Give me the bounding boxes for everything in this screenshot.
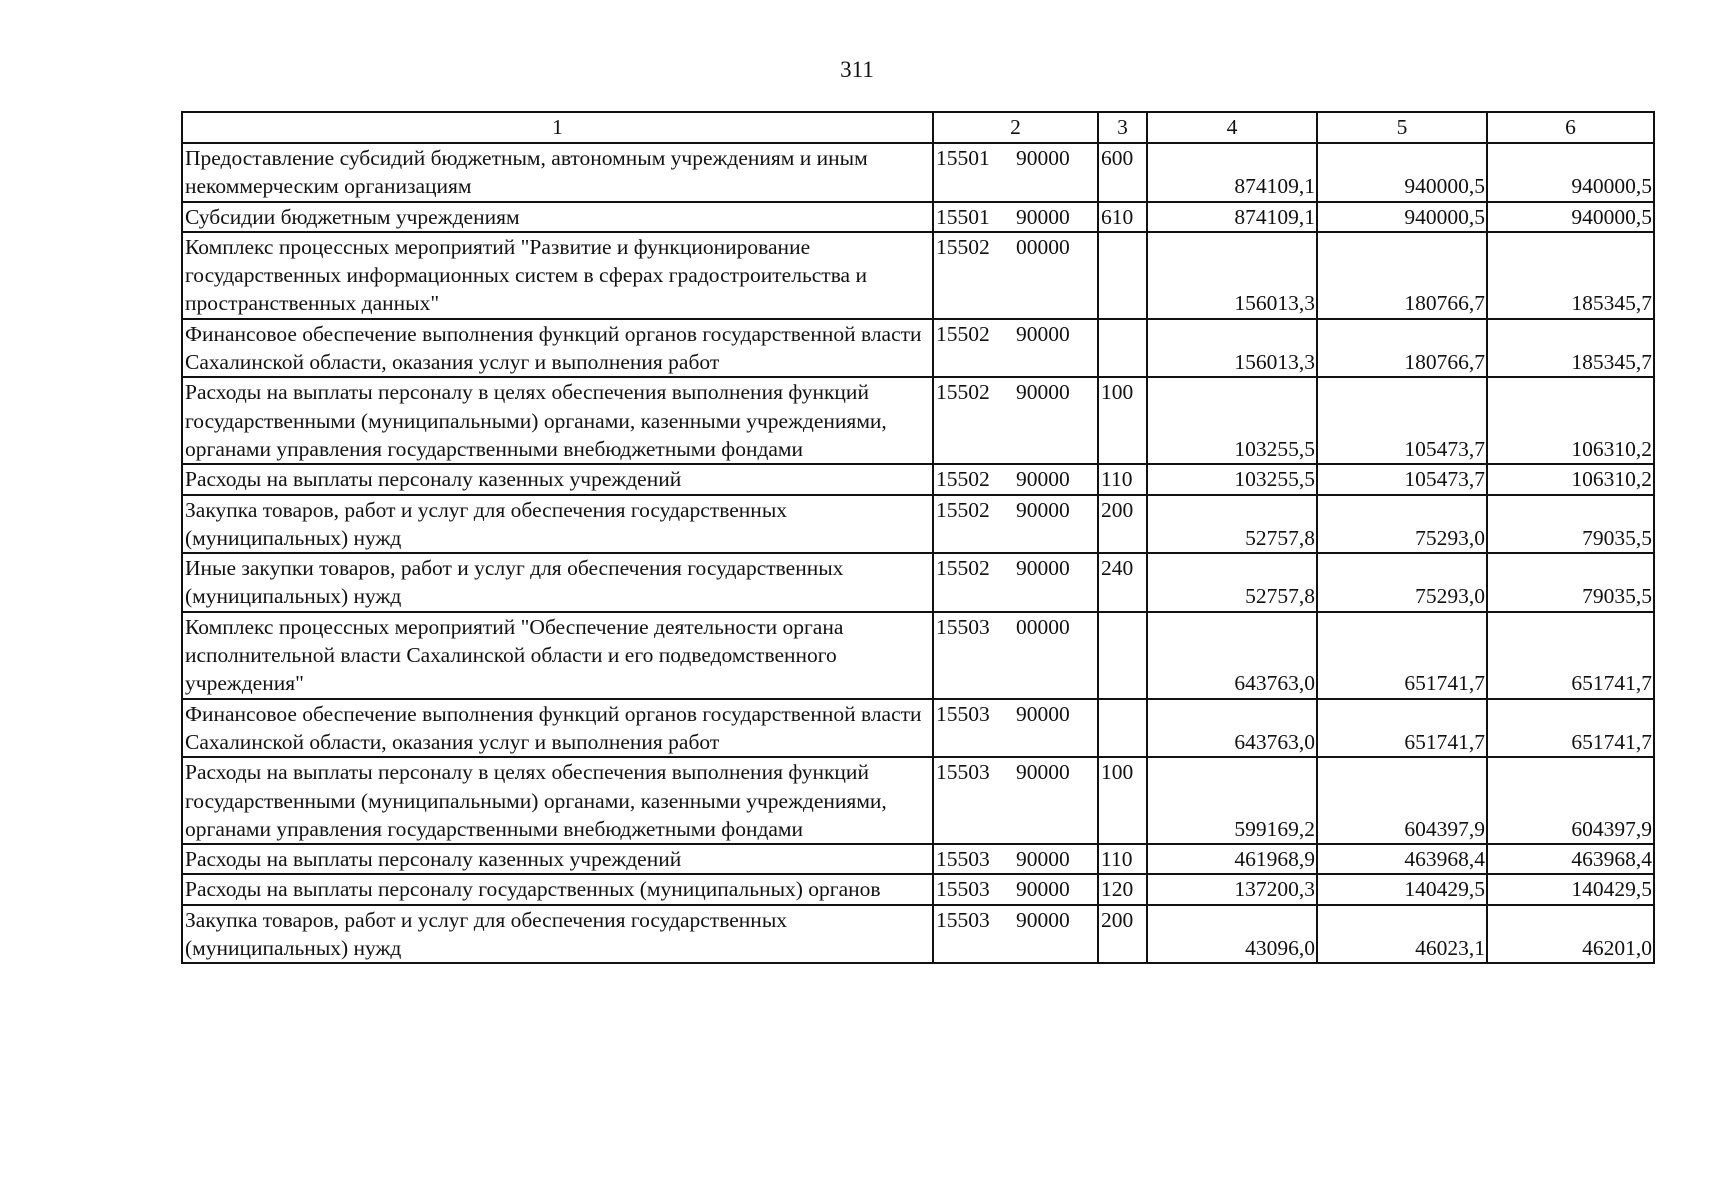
row-value-col4: 156013,3 bbox=[1147, 319, 1317, 378]
row-value-col4: 874109,1 bbox=[1147, 202, 1317, 232]
row-description: Расходы на выплаты персоналу казенных учреждений bbox=[182, 844, 933, 874]
code-program: 15503 bbox=[936, 907, 990, 932]
header-cell: 4 bbox=[1147, 112, 1317, 143]
row-code bbox=[933, 202, 1098, 232]
row-expense-type: 120 bbox=[1098, 874, 1147, 904]
header-cell: 2 bbox=[933, 112, 1098, 143]
code-program: 15502 bbox=[936, 234, 990, 259]
row-expense-type: 100 bbox=[1098, 377, 1147, 464]
row-value-col4: 461968,9 bbox=[1147, 844, 1317, 874]
row-description: Предоставление субсидий бюджетным, автономным учреждениям и иным некоммерческим организациям bbox=[182, 143, 933, 202]
row-value-col4: 52757,8 bbox=[1147, 495, 1317, 554]
code-direction: 00000 bbox=[1016, 234, 1070, 259]
table-row bbox=[182, 553, 1654, 612]
row-value-col6: 651741,7 bbox=[1487, 612, 1654, 699]
row-expense-type: 110 bbox=[1098, 844, 1147, 874]
row-value-col6: 604397,9 bbox=[1487, 757, 1654, 844]
table-header-row bbox=[182, 112, 1654, 143]
row-value-col4: 643763,0 bbox=[1147, 612, 1317, 699]
row-value-col4: 103255,5 bbox=[1147, 377, 1317, 464]
row-description: Субсидии бюджетным учреждениям bbox=[182, 202, 933, 232]
row-expense-type: 200 bbox=[1098, 905, 1147, 964]
row-description: Комплекс процессных мероприятий "Развитие и функционирование государственных информационных систем в сферах градостроительства и пространственных данных" bbox=[182, 232, 933, 319]
header-cell: 3 bbox=[1098, 112, 1147, 143]
code-direction: 90000 bbox=[1016, 146, 1070, 170]
row-value-col5: 105473,7 bbox=[1317, 377, 1487, 464]
row-code bbox=[933, 905, 1098, 964]
row-description: Закупка товаров, работ и услуг для обеспечения государственных (муниципальных) нужд bbox=[182, 495, 933, 554]
code-program: 15502 bbox=[936, 321, 990, 346]
row-value-col4: 874109,1 bbox=[1147, 143, 1317, 202]
row-description: Финансовое обеспечение выполнения функций органов государственной власти Сахалинской области, оказания услуг и выполнения работ bbox=[182, 699, 933, 758]
row-description: Расходы на выплаты персоналу в целях обеспечения выполнения функций государственными (муниципальными) органами, казенными учреждениями, органами управления государственными внебюджетными фондами bbox=[182, 377, 933, 464]
row-value-col5: 75293,0 bbox=[1317, 495, 1487, 554]
row-code bbox=[933, 844, 1098, 874]
row-value-col5: 940000,5 bbox=[1317, 143, 1487, 202]
code-program: 15503 bbox=[936, 614, 990, 639]
code-program: 15503 bbox=[936, 701, 990, 726]
row-code bbox=[933, 553, 1098, 612]
header-cell: 6 bbox=[1487, 112, 1654, 143]
row-value-col4: 43096,0 bbox=[1147, 905, 1317, 964]
table-row bbox=[182, 612, 1654, 699]
row-description: Расходы на выплаты персоналу в целях обеспечения выполнения функций государственными (муниципальными) органами, казенными учреждениями, органами управления государственными внебюджетными фондами bbox=[182, 757, 933, 844]
table-row bbox=[182, 143, 1654, 202]
row-value-col5: 463968,4 bbox=[1317, 844, 1487, 874]
row-value-col4: 52757,8 bbox=[1147, 553, 1317, 612]
table-row bbox=[182, 905, 1654, 964]
code-direction: 90000 bbox=[1016, 204, 1070, 229]
code-direction: 90000 bbox=[1016, 701, 1070, 726]
row-value-col6: 185345,7 bbox=[1487, 232, 1654, 319]
row-value-col5: 140429,5 bbox=[1317, 874, 1487, 904]
row-description: Расходы на выплаты персоналу казенных учреждений bbox=[182, 464, 933, 494]
code-program: 15503 bbox=[936, 847, 990, 872]
budget-table bbox=[181, 111, 1655, 964]
code-program: 15503 bbox=[936, 760, 990, 785]
row-expense-type bbox=[1098, 319, 1147, 378]
code-direction: 90000 bbox=[1016, 556, 1070, 581]
code-direction: 90000 bbox=[1016, 907, 1070, 932]
row-expense-type bbox=[1098, 699, 1147, 758]
table-row bbox=[182, 464, 1654, 494]
row-value-col4: 643763,0 bbox=[1147, 699, 1317, 758]
row-value-col4: 599169,2 bbox=[1147, 757, 1317, 844]
table-row bbox=[182, 757, 1654, 844]
row-value-col6: 79035,5 bbox=[1487, 553, 1654, 612]
code-direction: 90000 bbox=[1016, 380, 1070, 405]
code-direction: 90000 bbox=[1016, 321, 1070, 346]
row-value-col5: 180766,7 bbox=[1317, 232, 1487, 319]
row-value-col6: 106310,2 bbox=[1487, 377, 1654, 464]
row-value-col4: 156013,3 bbox=[1147, 232, 1317, 319]
row-value-col6: 651741,7 bbox=[1487, 699, 1654, 758]
row-value-col5: 651741,7 bbox=[1317, 699, 1487, 758]
table-row bbox=[182, 495, 1654, 554]
table-row bbox=[182, 202, 1654, 232]
row-code bbox=[933, 377, 1098, 464]
code-program: 15502 bbox=[936, 380, 990, 405]
header-cell: 5 bbox=[1317, 112, 1487, 143]
row-value-col5: 46023,1 bbox=[1317, 905, 1487, 964]
code-program: 15503 bbox=[936, 877, 990, 902]
code-direction: 90000 bbox=[1016, 847, 1070, 872]
code-direction: 90000 bbox=[1016, 877, 1070, 902]
row-value-col6: 185345,7 bbox=[1487, 319, 1654, 378]
row-value-col6: 46201,0 bbox=[1487, 905, 1654, 964]
row-value-col5: 651741,7 bbox=[1317, 612, 1487, 699]
code-direction: 90000 bbox=[1016, 467, 1070, 492]
code-program: 15501 bbox=[936, 146, 990, 170]
row-value-col5: 940000,5 bbox=[1317, 202, 1487, 232]
row-code bbox=[933, 232, 1098, 319]
row-expense-type: 110 bbox=[1098, 464, 1147, 494]
header-cell: 1 bbox=[182, 112, 933, 143]
row-value-col5: 604397,9 bbox=[1317, 757, 1487, 844]
table-row bbox=[182, 699, 1654, 758]
table-row bbox=[182, 377, 1654, 464]
table-row bbox=[182, 232, 1654, 319]
row-description: Расходы на выплаты персоналу государственных (муниципальных) органов bbox=[182, 874, 933, 904]
row-value-col6: 940000,5 bbox=[1487, 202, 1654, 232]
row-expense-type: 610 bbox=[1098, 202, 1147, 232]
code-program: 15502 bbox=[936, 467, 990, 492]
code-program: 15502 bbox=[936, 556, 990, 581]
table-row bbox=[182, 319, 1654, 378]
row-expense-type: 200 bbox=[1098, 495, 1147, 554]
table-row bbox=[182, 844, 1654, 874]
code-direction: 00000 bbox=[1016, 614, 1070, 639]
row-code bbox=[933, 874, 1098, 904]
row-expense-type: 600 bbox=[1098, 143, 1147, 202]
row-value-col4: 137200,3 bbox=[1147, 874, 1317, 904]
row-value-col5: 105473,7 bbox=[1317, 464, 1487, 494]
row-code bbox=[933, 495, 1098, 554]
row-value-col6: 463968,4 bbox=[1487, 844, 1654, 874]
row-expense-type bbox=[1098, 232, 1147, 319]
row-code bbox=[933, 612, 1098, 699]
row-value-col4: 103255,5 bbox=[1147, 464, 1317, 494]
row-code bbox=[933, 464, 1098, 494]
row-expense-type: 100 bbox=[1098, 757, 1147, 844]
row-code bbox=[933, 143, 1098, 202]
row-value-col6: 79035,5 bbox=[1487, 495, 1654, 554]
row-value-col6: 106310,2 bbox=[1487, 464, 1654, 494]
row-expense-type bbox=[1098, 612, 1147, 699]
row-description: Комплекс процессных мероприятий "Обеспечение деятельности органа исполнительной власти Сахалинской области и его подведомственного учреждения" bbox=[182, 612, 933, 699]
table-row bbox=[182, 874, 1654, 904]
row-value-col6: 940000,5 bbox=[1487, 143, 1654, 202]
row-description: Иные закупки товаров, работ и услуг для обеспечения государственных (муниципальных) нужд bbox=[182, 553, 933, 612]
code-program: 15501 bbox=[936, 204, 990, 229]
code-program: 15502 bbox=[936, 497, 990, 522]
code-direction: 90000 bbox=[1016, 497, 1070, 522]
row-code bbox=[933, 699, 1098, 758]
row-description: Финансовое обеспечение выполнения функций органов государственной власти Сахалинской области, оказания услуг и выполнения работ bbox=[182, 319, 933, 378]
row-description: Закупка товаров, работ и услуг для обеспечения государственных (муниципальных) нужд bbox=[182, 905, 933, 964]
row-code bbox=[933, 319, 1098, 378]
row-value-col6: 140429,5 bbox=[1487, 874, 1654, 904]
row-code bbox=[933, 757, 1098, 844]
row-value-col5: 75293,0 bbox=[1317, 553, 1487, 612]
row-value-col5: 180766,7 bbox=[1317, 319, 1487, 378]
page-number: 311 bbox=[840, 57, 874, 82]
row-expense-type: 240 bbox=[1098, 553, 1147, 612]
code-direction: 90000 bbox=[1016, 760, 1070, 785]
